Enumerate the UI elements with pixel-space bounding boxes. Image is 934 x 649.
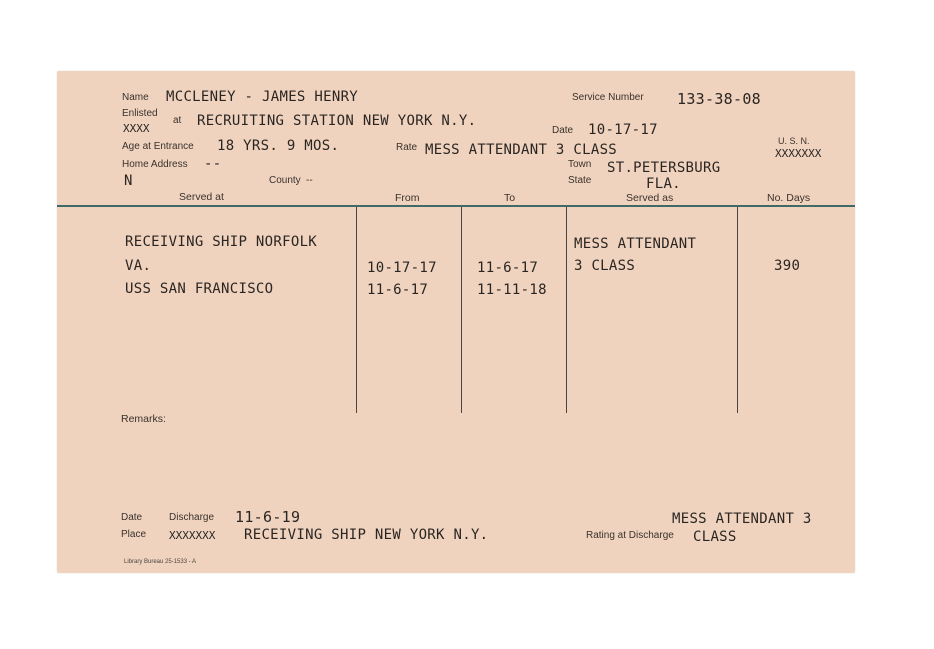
age-at-entrance-value: 18 YRS. 9 MOS. xyxy=(217,138,340,154)
service-record-card xyxy=(57,71,855,573)
to-line-2: 11-11-18 xyxy=(477,282,547,298)
county-value: -- xyxy=(306,175,313,186)
discharge-place-label: Place xyxy=(121,529,147,540)
enlisted-struck-text: XXXX xyxy=(123,122,150,135)
column-divider-from xyxy=(356,207,357,413)
to-header: To xyxy=(504,192,516,204)
rating-at-discharge-label: Rating at Discharge xyxy=(586,530,674,541)
name-label: Name xyxy=(122,92,149,103)
enlisted-date-value: 10-17-17 xyxy=(588,122,658,138)
to-line-1: 11-6-17 xyxy=(477,260,539,276)
rate-value: MESS ATTENDANT 3 CLASS xyxy=(425,142,618,158)
discharge-date-label: Date xyxy=(121,512,143,523)
date-label: Date xyxy=(552,125,574,136)
home-address-label: Home Address xyxy=(122,159,188,170)
discharge-date-value: 11-6-19 xyxy=(235,508,301,526)
usn-struck-text: XXXXXXX xyxy=(775,147,822,160)
usn-label: U. S. N. xyxy=(778,136,810,146)
home-address-value: -- xyxy=(204,156,222,172)
remarks-label: Remarks: xyxy=(121,413,166,425)
served-at-line-2: VA. xyxy=(125,258,152,274)
from-header: From xyxy=(395,192,420,204)
rate-label: Rate xyxy=(396,142,418,153)
state-value: FLA. xyxy=(646,176,681,192)
state-label: State xyxy=(568,175,592,186)
enlisted-label: Enlisted xyxy=(122,108,158,119)
served-at-line-1: RECEIVING SHIP NORFOLK xyxy=(125,234,318,250)
town-label: Town xyxy=(568,159,592,170)
served-as-header: Served as xyxy=(626,192,674,204)
at-label: at xyxy=(173,115,182,126)
no-days-header: No. Days xyxy=(767,192,811,204)
county-label: County xyxy=(269,175,301,186)
discharge-place-value: RECEIVING SHIP NEW YORK N.Y. xyxy=(244,527,489,543)
column-divider-no-days xyxy=(737,207,738,413)
column-divider-to xyxy=(461,207,462,413)
no-days-value: 390 xyxy=(774,258,801,274)
rating-at-discharge-value-line-1: MESS ATTENDANT 3 xyxy=(672,511,812,527)
discharge-label: Discharge xyxy=(169,512,215,523)
table-header-rule xyxy=(57,205,855,207)
served-as-line-1: MESS ATTENDANT xyxy=(574,236,697,252)
served-at-header: Served at xyxy=(179,191,224,203)
from-line-1: 10-17-17 xyxy=(367,260,437,276)
rating-at-discharge-value-line-2: CLASS xyxy=(693,529,737,545)
served-at-line-3: USS SAN FRANCISCO xyxy=(125,281,274,297)
column-divider-served-as xyxy=(566,207,567,413)
from-line-2: 11-6-17 xyxy=(367,282,429,298)
town-value: ST.PETERSBURG xyxy=(607,160,721,176)
service-number-value: 133-38-08 xyxy=(677,90,761,108)
discharge-place-struck-text: XXXXXXX xyxy=(169,529,216,542)
name-value: MCCLENEY - JAMES HENRY xyxy=(166,89,359,105)
served-as-line-2: 3 CLASS xyxy=(574,258,636,274)
age-at-entrance-label: Age at Entrance xyxy=(122,141,194,152)
enlisted-at-value: RECRUITING STATION NEW YORK N.Y. xyxy=(197,113,477,129)
service-number-label: Service Number xyxy=(572,92,644,103)
home-address-value-line2: N xyxy=(124,173,133,189)
form-print-code: Library Bureau 25-1533 - A xyxy=(124,559,197,565)
